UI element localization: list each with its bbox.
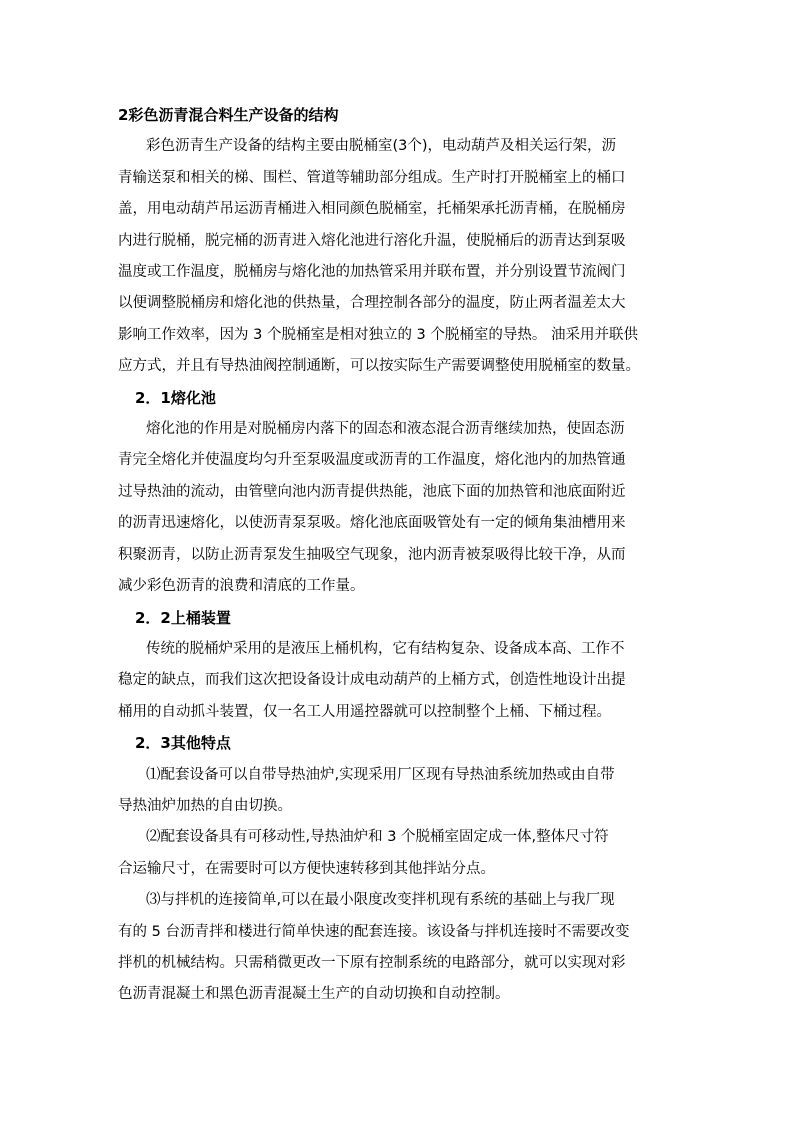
feature-2-paragraph — [118, 822, 678, 885]
intro-paragraph — [118, 131, 678, 382]
text-line: 影响工作效率，因为 3 个脱桶室是相对独立的 3 个脱桶室的导热。 油采用并联供 — [118, 326, 638, 343]
text-line: 内进行脱桶，脱完桶的沥青进入熔化池进行溶化升温，使脱桶后的沥青达到泵吸 — [118, 232, 626, 249]
lifting-device-paragraph — [118, 634, 678, 728]
text-line: 盖，用电动葫芦吊运沥青桶进入相同颜色脱桶室，托桶架承托沥青桶，在脱桶房 — [118, 201, 626, 218]
section-2-2-title: 2．2上桶装置 — [135, 608, 231, 627]
section-title: 2彩色沥青混合料生产设备的结构 — [118, 106, 339, 124]
text-line: ⑴配套设备可以自带导热油炉,实现采用厂区现有导热油系统加热或由自带 — [146, 766, 615, 783]
text-line: 应方式，并且有导热油阀控制通断，可以按实际生产需要调整使用脱桶室的数量。 — [118, 358, 640, 375]
melting-pool-paragraph — [118, 414, 678, 602]
text-line: 青完全熔化并使温度均匀升至泵吸温度或沥青的工作温度，熔化池内的加热管通 — [118, 452, 626, 469]
text-line: 有的 5 台沥青拌和楼进行简单快速的配套连接。该设备与拌机连接时不需要改变 — [118, 923, 630, 940]
text-line: 传统的脱桶炉采用的是液压上桶机构，它有结构复杂、设备成本高、工作不 — [146, 640, 625, 657]
text-line: 过导热油的流动，由管壁向池内沥青提供热能，池底下面的加热管和池底面附近 — [118, 483, 626, 500]
text-line: 彩色沥青生产设备的结构主要由脱桶室(3个)，电动葫芦及相关运行架，沥 — [146, 138, 617, 155]
text-line: ⑵配套设备具有可移动性,导热油炉和 3 个脱桶室固定成一体,整体尺寸符 — [146, 829, 609, 846]
feature-1-paragraph — [118, 760, 678, 823]
text-line: 拌机的机械结构。只需稍微更改一下原有控制系统的电路部分，就可以实现对彩 — [118, 954, 626, 971]
text-line: 导热油炉加热的自由切换。 — [118, 797, 292, 814]
section-2-1-title: 2．1熔化池 — [135, 388, 216, 407]
text-line: 以便调整脱桶房和熔化池的供热量，合理控制各部分的温度，防止两者温差太大 — [118, 295, 626, 312]
text-line: 温度或工作温度，脱桶房与熔化池的加热管采用并联布置，并分别设置节流阀门 — [118, 264, 626, 281]
text-line: 的沥青迅速熔化，以使沥青泵泵吸。熔化池底面吸管处有一定的倾角集油槽用来 — [118, 515, 626, 532]
section-2-3-title: 2．3其他特点 — [135, 734, 231, 753]
text-line: 稳定的缺点，而我们这次把设备设计成电动葫芦的上桶方式，创造性地设计出提 — [118, 672, 626, 689]
text-line: 积聚沥青，以防止沥青泵发生抽吸空气现象，池内沥青被泵吸得比较干净，从而 — [118, 546, 626, 563]
text-line: 桶用的自动抓斗装置，仅一名工人用遥控器就可以控制整个上桶、下桶过程。 — [118, 703, 611, 720]
text-line: 色沥青混凝土和黑色沥青混凝土生产的自动切换和自动控制。 — [118, 986, 510, 1003]
text-line: ⑶与拌机的连接简单,可以在最小限度改变拌机现有系统的基础上与我厂现 — [146, 892, 615, 909]
text-line: 青输送泵和相关的梯、围栏、管道等辅助部分组成。生产时打开脱桶室上的桶口 — [118, 169, 626, 186]
text-line: 合运输尺寸，在需要时可以方便快速转移到其他拌站分点。 — [118, 860, 495, 877]
document-body — [118, 100, 678, 1011]
text-line: 熔化池的作用是对脱桶房内落下的固态和液态混合沥青继续加热，使固态沥 — [146, 421, 625, 438]
feature-3-paragraph — [118, 885, 678, 1011]
text-line: 减少彩色沥青的浪费和清底的工作量。 — [118, 578, 365, 595]
